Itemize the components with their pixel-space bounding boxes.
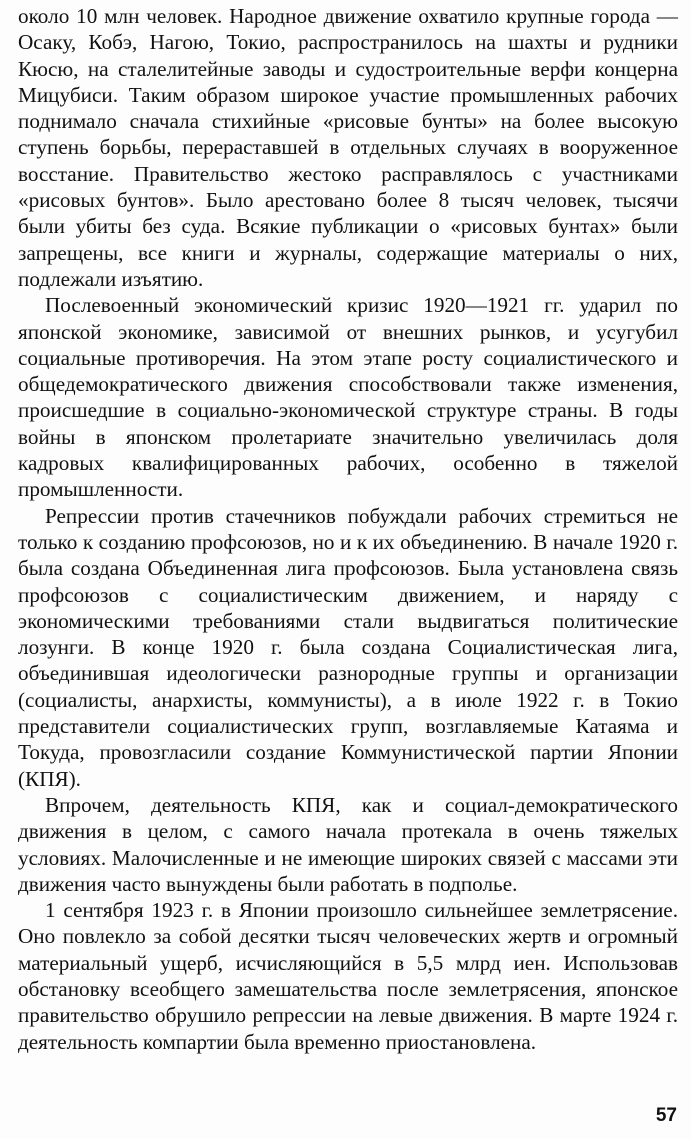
paragraph-earthquake: 1 сентября 1923 г. в Японии произошло сильнейшее землетрясение. Оно повлекло за собой десятки тысяч человеческих жертв и огромный материальный ущерб, исчисляющийся в 5,5 млрд иен. Использовав обстановку всеобщего замешательства после землетрясения, японское правительство обрушило репрессии на левые движения. В марте 1924 г. деятельность компартии была временно приостановлена. [18, 898, 678, 1054]
paragraph-postwar-crisis: Послевоенный экономический кризис 1920—1921 гг. ударил по японской экономике, зависимой от внешних рынков, и усугубил социальные противоречия. На этом этапе росту социалистического и общедемократического движения способствовали также изменения, происшедшие в социально-экономической структуре страны. В годы войны в японском пролетариате значительно увеличилась доля кадровых квалифицированных рабочих, особенно в тяжелой промышленности. [18, 293, 678, 502]
paragraph-kpya-conditions: Впрочем, деятельность КПЯ, как и социал-демократического движения в целом, с самого начала протекала в очень тяжелых условиях. Малочисленные и не имеющие широких связей с массами эти движения часто вынуждены были работать в подполье. [18, 792, 678, 896]
paragraph-trade-unions: Репрессии против стачечников побуждали рабочих стремиться не только к созданию профсоюзов, но и к их объединению. В начале 1920 г. была создана Объединенная лига профсоюзов. Была установлена связь профсоюзов с социалистическим движением, и наряду с экономическими требованиями стали выдвигаться политические лозунги. В конце 1920 г. была создана Социалистическая лига, объединившая идеологически разнородные группы и организации (социалисты, анархисты, коммунисты), а в июле 1922 г. в Токио представители социалистических групп, возглавляемые Катаяма и Токуда, провозгласили создание Коммунистической партии Японии (КПЯ). [18, 503, 678, 791]
page-number: 57 [655, 1105, 677, 1126]
paragraph-rice-riots: около 10 млн человек. Народное движение охватило крупные города — Осаку, Кобэ, Нагою, Токио, распространилось на шахты и рудники Кюсю, на сталелитейные заводы и судостроительные верфи концерна Мицубиси. Таким образом широкое участие промышленных рабочих поднимало сначала стихийные «рисовые бунты» на более высокую ступень борьбы, перераставшей в отдельных случаях в вооруженное восстание. Правительство жестоко расправлялось с участниками «рисовых бунтов». Было арестовано более 8 тысяч человек, тысячи были убиты без суда. Всякие публикации о «рисовых бунтах» были запрещены, все книги и журналы, содержащие материалы о них, подлежали изъятию. [18, 4, 678, 291]
page-body-text [18, 3, 678, 1055]
